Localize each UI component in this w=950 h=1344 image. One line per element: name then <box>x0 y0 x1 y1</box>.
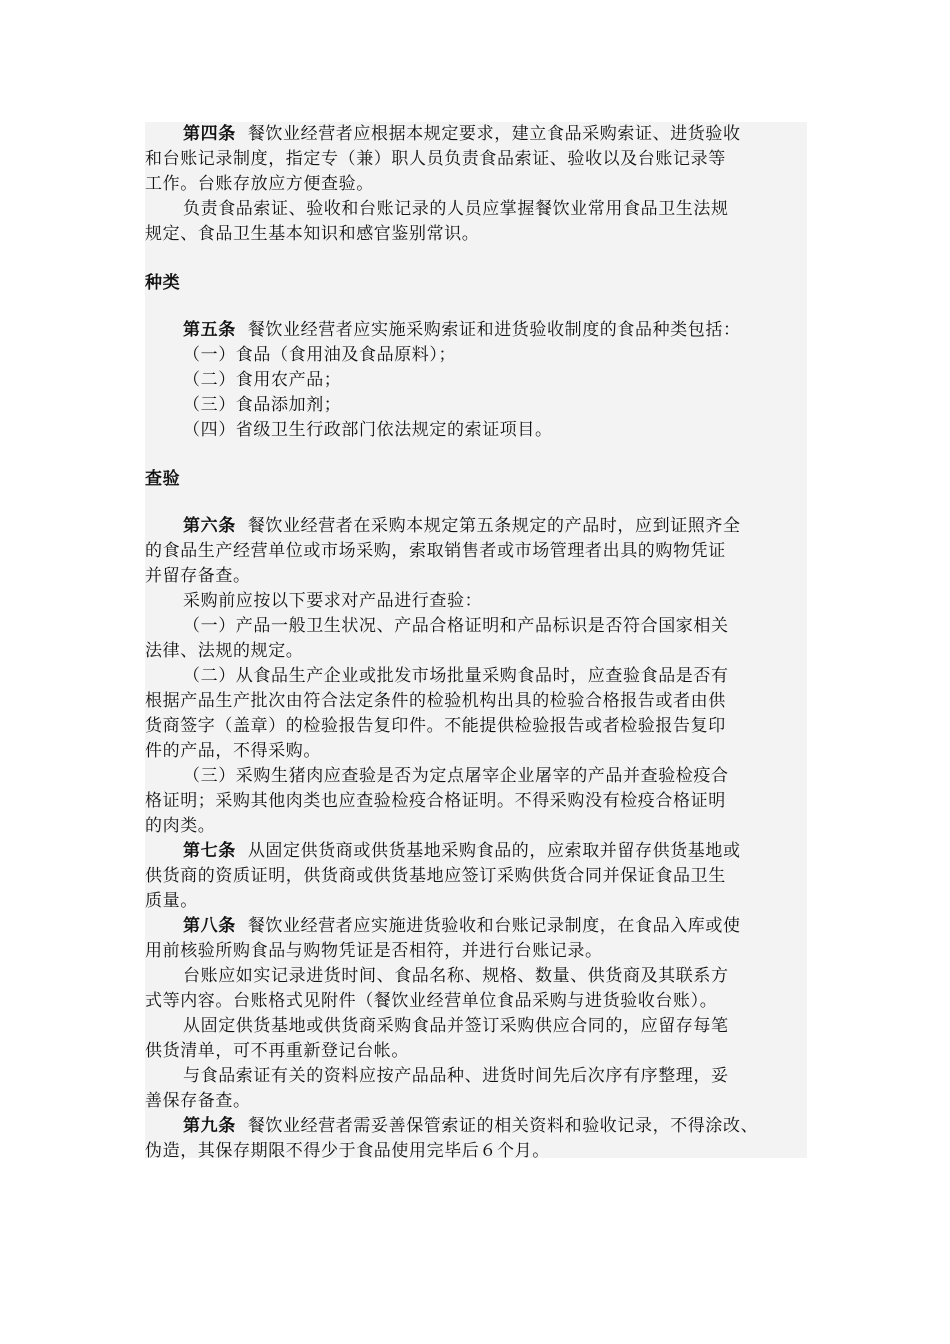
article-4-line-2: 和台账记录制度，指定专（兼）职人员负责食品索证、验收以及台账记录等 <box>145 149 726 169</box>
article-8-line-2: 用前核验所购食品与购物凭证是否相符，并进行台账记录。 <box>145 941 603 961</box>
article-5-item-3: （三）食品添加剂； <box>183 395 342 415</box>
article-8-line-1: 第八条 餐饮业经营者应实施进货验收和台账记录制度，在食品入库或使 <box>183 916 741 936</box>
section-heading-check: 查验 <box>145 469 181 489</box>
article-6-line-3: 并留存备查。 <box>145 566 251 586</box>
article-8-p2-line-1: 台账应如实记录进货时间、食品名称、规格、数量、供货商及其联系方 <box>183 966 729 986</box>
article-8-p3-line-2: 供货清单，可不再重新登记台帐。 <box>145 1041 409 1061</box>
article-5-line-1: 第五条 餐饮业经营者应实施采购索证和进货验收制度的食品种类包括： <box>183 320 741 340</box>
article-6-pre: 采购前应按以下要求对产品进行查验： <box>183 591 483 611</box>
article-5-item-1: （一）食品（食用油及食品原料）； <box>183 345 457 365</box>
article-5-label: 第五条 <box>183 320 236 340</box>
article-6-line-1: 第六条 餐饮业经营者在采购本规定第五条规定的产品时，应到证照齐全 <box>183 516 741 536</box>
article-6-item-2-line-3: 货商签字（盖章）的检验报告复印件。不能提供检验报告或者检验报告复印 <box>145 716 726 736</box>
article-6-item-2-line-4: 件的产品，不得采购。 <box>145 741 321 761</box>
article-6-item-1-line-1: （一）产品一般卫生状况、产品合格证明和产品标识是否符合国家相关 <box>183 616 729 636</box>
article-7-line-2: 供货商的资质证明，供货商或供货基地应签订采购供货合同并保证食品卫生 <box>145 866 726 886</box>
article-7-line-1: 第七条 从固定供货商或供货基地采购食品的，应索取并留存供货基地或 <box>183 841 741 861</box>
article-6-item-3-line-1: （三）采购生猪肉应查验是否为定点屠宰企业屠宰的产品并查验检疫合 <box>183 766 729 786</box>
article-8-p3-line-1: 从固定供货基地或供货商采购食品并签订采购供应合同的，应留存每笔 <box>183 1016 729 1036</box>
article-7-label: 第七条 <box>183 841 236 861</box>
article-8-label: 第八条 <box>183 916 236 936</box>
document-body <box>145 122 807 1161</box>
article-5-item-2: （二）食用农产品； <box>183 370 342 390</box>
article-8-p2-line-2: 式等内容。台账格式见附件（餐饮业经营单位食品采购与进货验收台账）。 <box>145 991 718 1011</box>
article-4-p2-line-1: 负责食品索证、验收和台账记录的人员应掌握餐饮业常用食品卫生法规 <box>183 199 729 219</box>
article-8-p4-line-1: 与食品索证有关的资料应按产品品种、进货时间先后次序有序整理，妥 <box>183 1066 729 1086</box>
article-4-line-3: 工作。台账存放应方便查验。 <box>145 174 374 194</box>
article-7-line-3: 质量。 <box>145 891 198 911</box>
article-4-line-1: 第四条 餐饮业经营者应根据本规定要求，建立食品采购索证、进货验收 <box>183 124 741 144</box>
article-9-label: 第九条 <box>183 1116 236 1136</box>
article-9-line-1: 第九条 餐饮业经营者需妥善保管索证的相关资料和验收记录，不得涂改、 <box>183 1116 759 1136</box>
article-6-item-1-line-2: 法律、法规的规定。 <box>145 641 304 661</box>
article-6-line-2: 的食品生产经营单位或市场采购，索取销售者或市场管理者出具的购物凭证 <box>145 541 726 561</box>
article-6-item-2-line-2: 根据产品生产批次由符合法定条件的检验机构出具的检验合格报告或者由供 <box>145 691 726 711</box>
article-6-item-2-line-1: （二）从食品生产企业或批发市场批量采购食品时，应查验食品是否有 <box>183 666 729 686</box>
article-6-item-3-line-2: 格证明；采购其他肉类也应查验检疫合格证明。不得采购没有检疫合格证明 <box>145 791 726 811</box>
article-9-line-2: 伪造，其保存期限不得少于食品使用完毕后６个月。 <box>145 1141 550 1161</box>
article-8-p4-line-2: 善保存备查。 <box>145 1091 251 1111</box>
article-4-p2-line-2: 规定、食品卫生基本知识和感官鉴别常识。 <box>145 224 480 244</box>
section-heading-kinds: 种类 <box>145 273 181 293</box>
article-5-item-4: （四）省级卫生行政部门依法规定的索证项目。 <box>183 420 553 440</box>
article-6-label: 第六条 <box>183 516 236 536</box>
article-4-label: 第四条 <box>183 124 236 144</box>
article-6-item-3-line-3: 的肉类。 <box>145 816 216 836</box>
